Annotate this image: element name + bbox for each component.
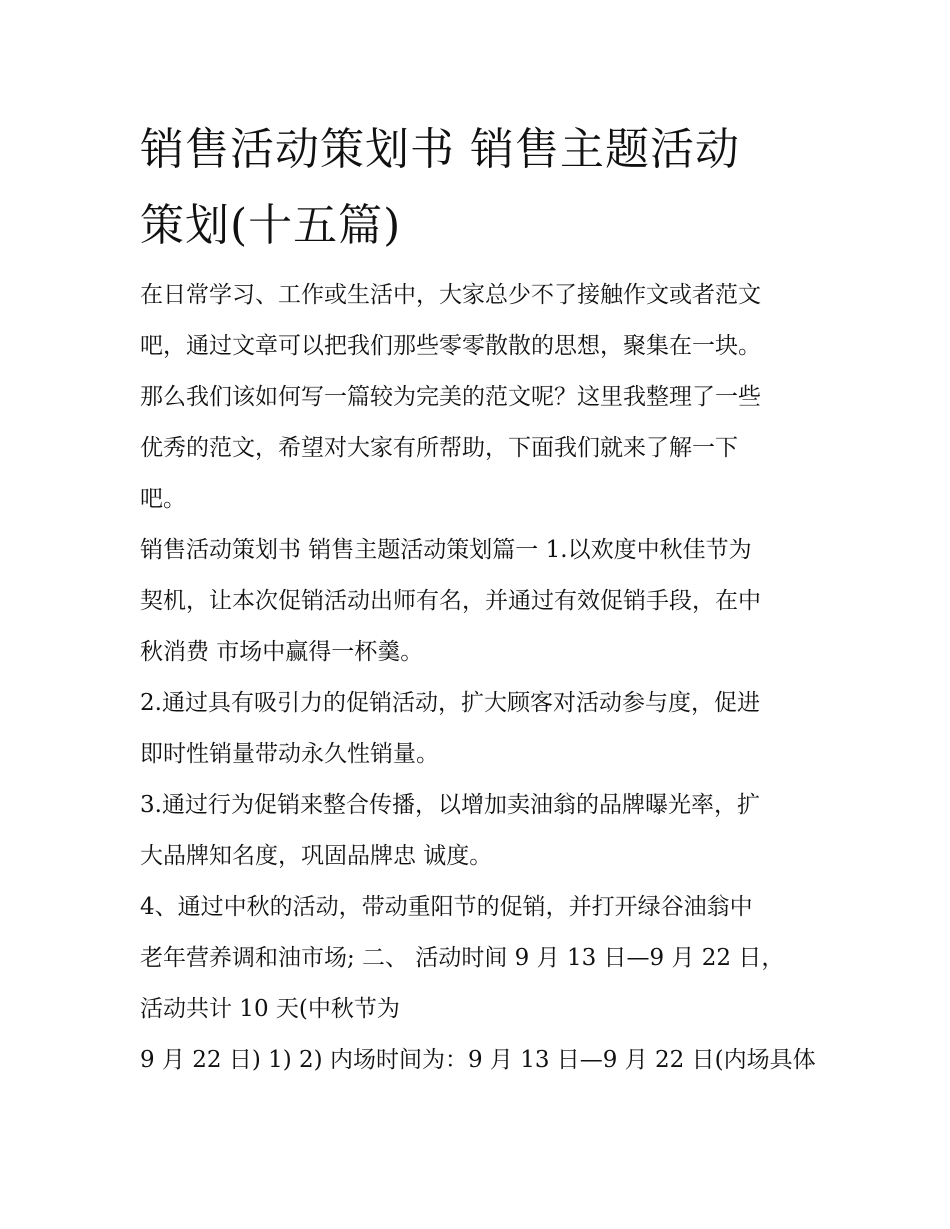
title-line: 销售活动策划书 销售主题活动 (140, 124, 740, 175)
body-line: 销售活动策划书 销售主题活动策划篇一 1.以欢度中秋佳节为 (140, 537, 752, 563)
body-line: 即时性销量带动永久性销量。 (140, 741, 439, 767)
title-line: 策划(十五篇) (140, 200, 402, 251)
body-line: 9 月 22 日) 1) 2) 内场时间为：9 月 13 日—9 月 22 日(内场具体 (140, 1047, 816, 1073)
document-body (140, 270, 816, 1086)
body-line: 3.通过行为促销来整合传播，以增加卖油翁的品牌曝光率，扩 (140, 792, 760, 818)
body-line: 2.通过具有吸引力的促销活动，扩大顾客对活动参与度，促进 (140, 690, 760, 716)
body-line: 大品牌知名度，巩固品牌忠 诚度。 (140, 843, 493, 869)
body-line: 老年营养调和油市场; 二、 活动时间 9 月 13 日—9 月 22 日， (140, 945, 785, 971)
document-page (140, 112, 816, 1086)
document-title (140, 112, 812, 264)
body-line: 吧，通过文章可以把我们那些零零散散的思想，聚集在一块。 (140, 333, 761, 359)
body-line: 契机，让本次促销活动出师有名，并通过有效促销手段，在中 (140, 588, 761, 614)
body-line: 秋消费 市场中赢得一杯羹。 (140, 639, 424, 665)
body-line: 优秀的范文，希望对大家有所帮助，下面我们就来了解一下 (140, 435, 738, 461)
body-line: 4、通过中秋的活动，带动重阳节的促销，并打开绿谷油翁中 (140, 894, 753, 920)
body-line: 活动共计 10 天(中秋节为 (140, 996, 400, 1022)
body-line: 在日常学习、工作或生活中，大家总少不了接触作文或者范文 (140, 282, 761, 308)
body-line: 吧。 (140, 486, 186, 512)
body-line: 那么我们该如何写一篇较为完美的范文呢？这里我整理了一些 (140, 384, 761, 410)
